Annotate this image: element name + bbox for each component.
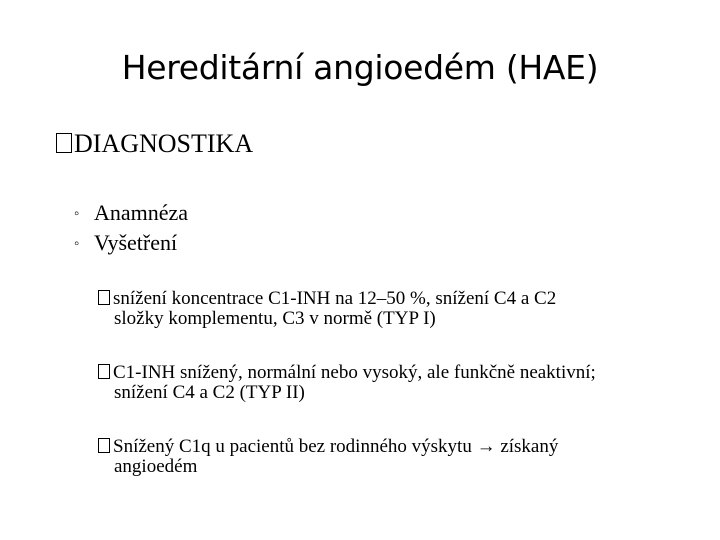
ring-bullet-icon: ◦ — [74, 206, 80, 222]
detail-item-ziskany — [98, 437, 698, 477]
missing-glyph-box-icon — [98, 364, 110, 379]
detail-line-2: složky komplementu, C3 v normě (TYP I) — [114, 308, 436, 329]
slide-title: Hereditární angioedém (HAE) — [121, 48, 599, 87]
detail-line-1: snížení koncentrace C1-INH na 12–50 %, snížení C4 a C2 — [113, 288, 557, 309]
sub-item-label: Vyšetření — [94, 230, 178, 255]
missing-glyph-box-icon — [98, 438, 110, 453]
detail-line-2: snížení C4 a C2 (TYP II) — [114, 382, 305, 403]
detail-line-1: Snížený C1q u pacientů bez rodinného výskytu → získaný — [113, 436, 559, 457]
missing-glyph-box-icon — [98, 290, 110, 305]
sub-item-label: Anamnéza — [94, 200, 189, 225]
detail-item-typ-1 — [98, 289, 698, 329]
section-heading-text: DIAGNOSTIKA — [74, 129, 254, 158]
detail-item-typ-2 — [98, 363, 698, 403]
detail-line-1: C1-INH snížený, normální nebo vysoký, ale funkčně neaktivní; — [113, 362, 596, 383]
missing-glyph-box-icon — [56, 133, 72, 153]
sub-item-anamneza — [74, 199, 188, 230]
detail-line-2: angioedém — [114, 456, 198, 477]
sub-item-vysetreni — [74, 229, 177, 260]
ring-bullet-icon: ◦ — [74, 236, 80, 252]
section-heading — [56, 128, 253, 160]
